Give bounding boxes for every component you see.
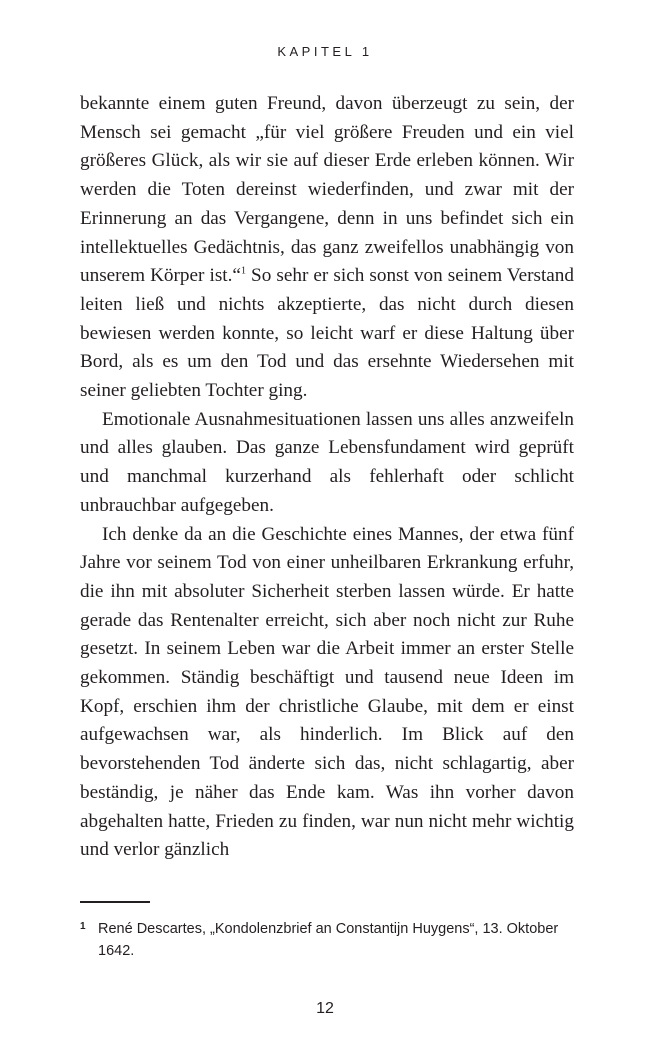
paragraph-1-text-after: So sehr er sich sonst von seinem Verstand leiten ließ und nichts akzeptierte, das nicht durch diesen bewiesen werden konnte, so leicht warf er diese Haltung über Bord, als es um den Tod und das ersehnte Wiedersehen mit seiner geliebten Tochter ging. bbox=[80, 265, 574, 402]
paragraph-3: Ich denke da an die Geschichte eines Mannes, der etwa fünf Jahre vor seinem Tod von einer unheilbaren Erkrankung erfuhr, die ihn mit absoluter Sicherheit sterben lassen würde. Er hatte gerade das Rentenalter erreicht, sich aber noch nicht zur Ruhe gesetzt. In seinem Leben war die Arbeit immer an erster Stelle gekommen. Ständig beschäftigt und tausend neue Ideen im Kopf, erschien ihm der christliche Glaube, mit dem er einst aufgewachsen war, als hinderlich. Im Blick auf den bevorstehenden Tod änderte sich das, nicht schlagartig, aber beständig, je näher das Ende kam. Was ihn vorher davon abgehalten hatte, Frieden zu finden, war nun nicht mehr wichtig und verlor gänzlich bbox=[80, 523, 574, 861]
footnote bbox=[80, 918, 574, 962]
paragraph-2: Emotionale Ausnahmesituationen lassen uns alles anzweifeln und alles glauben. Das ganze Lebensfundament wird geprüft und manchmal kurzerhand als fehlerhaft oder schlicht unbrauchbar aufgegeben. bbox=[80, 408, 574, 516]
footnote-divider bbox=[80, 901, 150, 903]
footnote-mark: 1 bbox=[80, 921, 86, 932]
running-head: KAPITEL 1 bbox=[277, 44, 373, 59]
footnote-text: René Descartes, „Kondolenzbrief an Constantijn Huygens“, 13. Oktober 1642. bbox=[98, 921, 559, 959]
page-number: 12 bbox=[316, 1000, 334, 1017]
paragraph-1-text-before: bekannte einem guten Freund, davon überzeugt zu sein, der Mensch sei gemacht „für viel größere Freuden und ein viel größeres Glück, als wir sie auf dieser Erde erleben können. Wir werden die Toten dereinst wiederfinden, und zwar mit der Erinnerung an das Vergangene, denn in uns befindet sich ein intellektuelles Gedächtnis, das ganz zweifellos unabhängig von unserem Körper ist.“ bbox=[80, 93, 574, 287]
footnote-reference: 1 bbox=[240, 265, 246, 277]
body-text bbox=[80, 90, 574, 865]
paragraph-1 bbox=[80, 90, 574, 406]
